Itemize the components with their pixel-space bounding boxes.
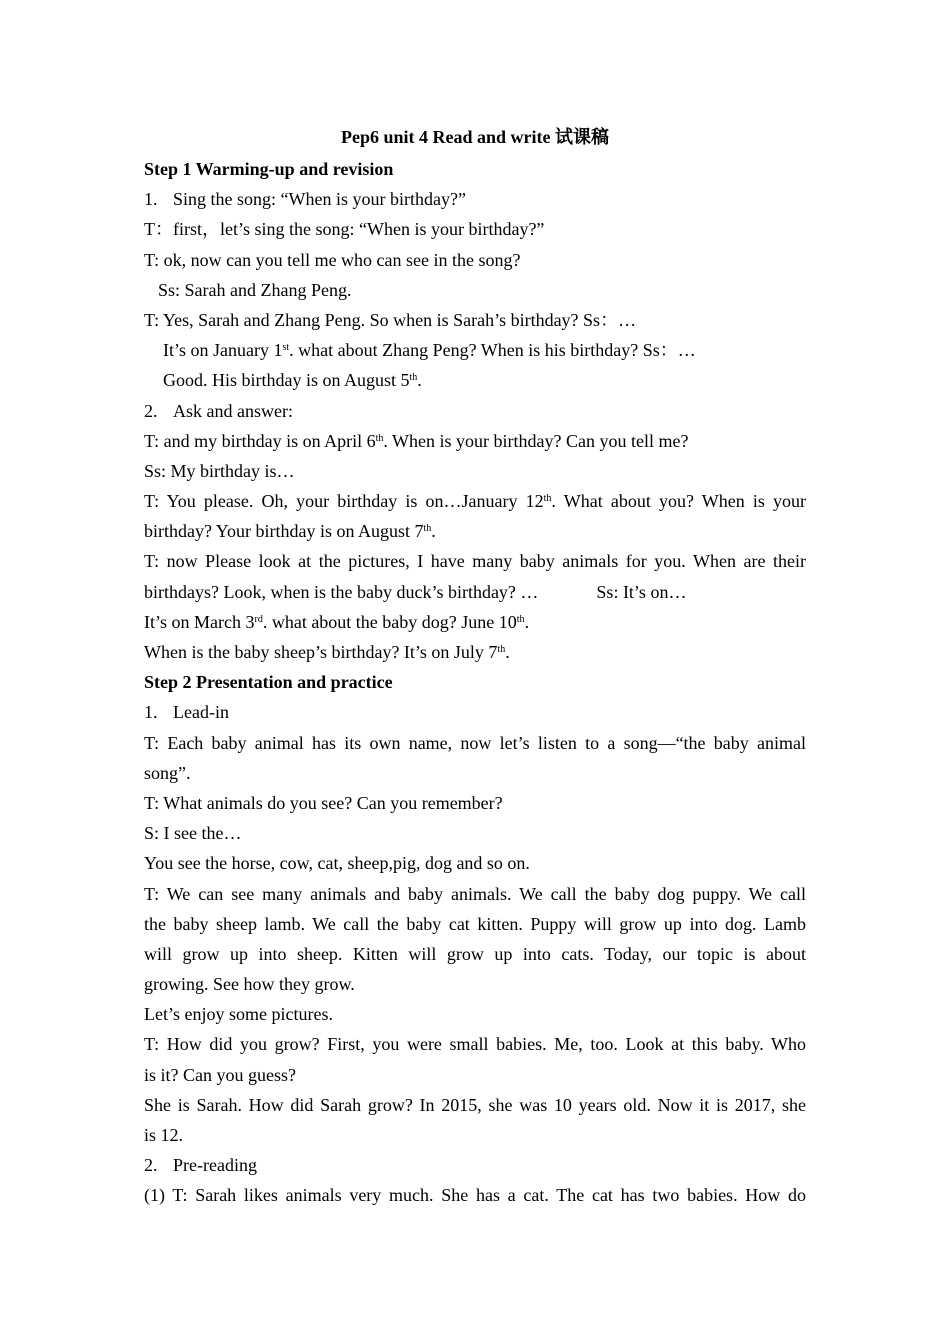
- paragraph-line: When is the baby sheep’s birthday? It’s on July 7th.: [144, 642, 510, 662]
- paragraph-line: birthdays? Look, when is the baby duck’s birthday? … Ss: It’s on…: [144, 581, 687, 602]
- paragraph-line: T: Each baby animal has its own name, now let’s listen to a song—“the baby animal: [144, 732, 806, 753]
- step-heading: Step 2 Presentation and practice: [144, 672, 393, 693]
- paragraph-line: is 12.: [144, 1125, 184, 1145]
- paragraph-line: the baby sheep lamb. We call the baby cat kitten. Puppy will grow up into dog. Lamb: [144, 913, 806, 934]
- paragraph-line: (1) T: Sarah likes animals very much. She has a cat. The cat has two babies. How do: [144, 1185, 806, 1206]
- paragraph-line: T：first，let’s sing the song: “When is your birthday?”: [144, 219, 545, 240]
- paragraph-line: She is Sarah. How did Sarah grow? In 2015, she was 10 years old. Now it is 2017, she: [144, 1094, 806, 1115]
- paragraph-line: T: How did you grow? First, you were small babies. Me, too. Look at this baby. Who: [144, 1034, 806, 1055]
- paragraph-line: It’s on March 3rd. what about the baby dog? June 10th.: [144, 611, 530, 632]
- paragraph-line: T: now Please look at the pictures, I have many baby animals for you. When are their: [144, 551, 806, 572]
- paragraph-line: T: You please. Oh, your birthday is on…January 12th. What about you? When is your: [144, 491, 806, 512]
- paragraph-line: T: What animals do you see? Can you remember?: [144, 792, 503, 813]
- list-item: 2. Ask and answer:: [144, 400, 293, 421]
- paragraph-line: T: We can see many animals and baby animals. We call the baby dog puppy. We call: [144, 883, 806, 904]
- paragraph-line: will grow up into sheep. Kitten will grow up into cats. Today, our topic is about: [144, 943, 806, 964]
- paragraph-line: T: Yes, Sarah and Zhang Peng. So when is Sarah’s birthday? Ss：…: [144, 309, 637, 330]
- paragraph-line: is it? Can you guess?: [144, 1064, 296, 1085]
- paragraph-line: Ss: My birthday is…: [144, 460, 295, 481]
- paragraph-line: It’s on January 1st. what about Zhang Peng? When is his birthday? Ss：…: [163, 340, 696, 361]
- paragraph-line: Ss: Sarah and Zhang Peng.: [158, 279, 352, 300]
- paragraph-line: Good. His birthday is on August 5th.: [163, 370, 422, 391]
- paragraph-line: You see the horse, cow, cat, sheep,pig, dog and so on.: [144, 853, 530, 874]
- paragraph-line: growing. See how they grow.: [144, 974, 355, 995]
- list-item: 1. Lead-in: [144, 702, 229, 723]
- paragraph-line: S: I see the…: [144, 823, 242, 844]
- document-title: Pep6 unit 4 Read and write 试课稿: [340, 127, 609, 147]
- step-heading: Step 1 Warming-up and revision: [144, 159, 394, 179]
- paragraph-line: song”.: [144, 762, 191, 783]
- paragraph-line: birthday? Your birthday is on August 7th.: [144, 521, 436, 542]
- list-item: 2. Pre-reading: [144, 1155, 257, 1176]
- paragraph-line: T: and my birthday is on April 6th. When is your birthday? Can you tell me?: [144, 430, 689, 451]
- paragraph-line: T: ok, now can you tell me who can see in the song?: [144, 249, 521, 270]
- document-page: [144, 124, 806, 1211]
- list-item: 1. Sing the song: “When is your birthday?”: [144, 189, 466, 210]
- paragraph-line: Let’s enjoy some pictures.: [144, 1004, 333, 1025]
